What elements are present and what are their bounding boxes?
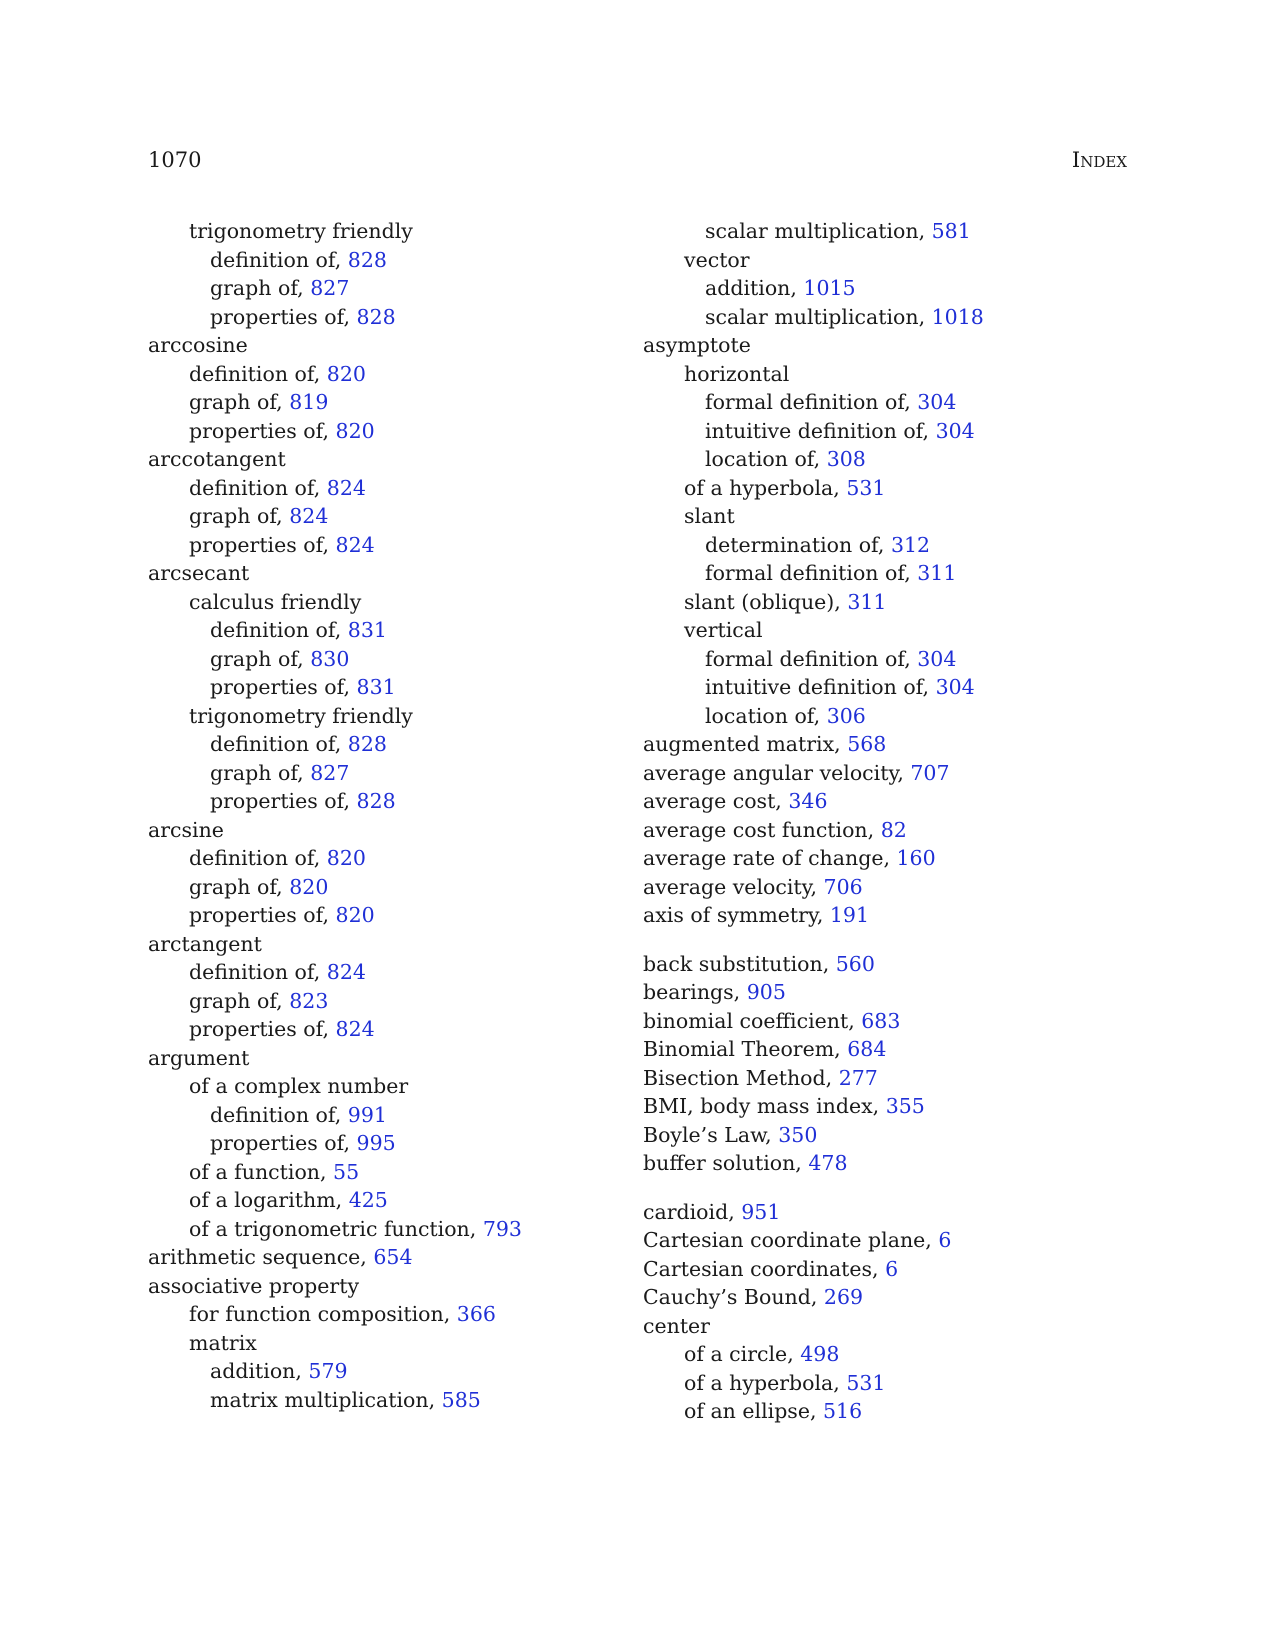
index-entry bbox=[643, 360, 1113, 389]
index-entry bbox=[643, 1312, 1113, 1341]
index-entry bbox=[643, 1007, 1113, 1036]
index-column-left bbox=[148, 217, 618, 1414]
index-term: asymptote bbox=[643, 333, 751, 357]
index-entry bbox=[643, 1340, 1113, 1369]
running-head: Index bbox=[1071, 148, 1127, 172]
index-term: intuitive definition of, bbox=[705, 675, 930, 699]
index-entry bbox=[643, 531, 1113, 560]
index-entry bbox=[148, 531, 618, 560]
page-link[interactable]: 160 bbox=[896, 846, 936, 870]
index-term: of a complex number bbox=[189, 1074, 409, 1098]
page-link[interactable]: 350 bbox=[778, 1122, 818, 1147]
index-term: vector bbox=[684, 247, 750, 272]
index-term: axis of symmetry, bbox=[643, 903, 824, 927]
index-term: of a logarithm, bbox=[189, 1188, 343, 1212]
index-term: definition of, bbox=[189, 361, 321, 386]
index-term: graph of, bbox=[210, 646, 304, 671]
index-entry bbox=[643, 331, 1113, 360]
index-term: of a hyperbola, bbox=[684, 475, 840, 500]
page-link[interactable]: 707 bbox=[910, 760, 950, 785]
page-link[interactable]: 311 bbox=[847, 589, 887, 614]
index-entry bbox=[643, 702, 1113, 731]
page-link[interactable]: 1018 bbox=[931, 304, 984, 329]
index-entry bbox=[148, 1357, 618, 1386]
page-link[interactable]: 304 bbox=[935, 418, 975, 443]
index-term: slant (oblique), bbox=[684, 589, 841, 614]
index-term: Cartesian coordinates, bbox=[643, 1256, 879, 1281]
index-term: location of, bbox=[705, 703, 821, 728]
index-entry bbox=[148, 274, 618, 303]
index-term: properties of, bbox=[210, 304, 350, 329]
index-entry bbox=[643, 673, 1113, 702]
index-entry bbox=[148, 303, 618, 332]
index-term: vertical bbox=[684, 618, 763, 642]
index-term: center bbox=[643, 1313, 710, 1338]
index-entry bbox=[643, 759, 1113, 788]
index-term: arithmetic sequence, bbox=[148, 1245, 367, 1269]
index-entry bbox=[148, 1129, 618, 1158]
page-link[interactable]: 824 bbox=[289, 504, 329, 528]
page-link[interactable]: 568 bbox=[847, 732, 887, 756]
index-entry bbox=[148, 417, 618, 446]
index-entry bbox=[643, 274, 1113, 303]
index-entry bbox=[148, 1186, 618, 1215]
index-term: graph of, bbox=[189, 874, 283, 899]
index-entry bbox=[148, 1329, 618, 1358]
index-entry bbox=[148, 844, 618, 873]
page-link[interactable]: 312 bbox=[890, 532, 931, 557]
index-term: scalar multiplication, bbox=[705, 304, 926, 329]
index-term: definition of, bbox=[189, 846, 321, 870]
index-term: horizontal bbox=[684, 361, 790, 386]
index-entry bbox=[148, 787, 618, 816]
page-link[interactable]: 306 bbox=[826, 703, 866, 728]
page-link[interactable]: 55 bbox=[333, 1159, 360, 1184]
index-entry bbox=[148, 759, 618, 788]
index-entry bbox=[643, 1226, 1113, 1255]
index-entry bbox=[643, 1283, 1113, 1312]
index-term: calculus friendly bbox=[189, 589, 362, 614]
index-term: of a circle, bbox=[684, 1342, 794, 1366]
page-link[interactable]: 82 bbox=[880, 817, 907, 842]
index-term: Cartesian coordinate plane, bbox=[643, 1228, 932, 1252]
index-entry bbox=[643, 844, 1113, 873]
index-term: determination of, bbox=[705, 532, 885, 557]
page-link[interactable]: 793 bbox=[482, 1216, 522, 1241]
page-link[interactable]: 579 bbox=[308, 1359, 348, 1383]
index-entry bbox=[148, 360, 618, 389]
index-entry bbox=[643, 950, 1113, 979]
index-term: location of, bbox=[705, 447, 821, 471]
index-entry bbox=[148, 1044, 618, 1073]
page-link[interactable]: 820 bbox=[289, 874, 329, 899]
index-entry bbox=[148, 873, 618, 902]
index-term: graph of, bbox=[210, 276, 304, 300]
index-entry bbox=[643, 588, 1113, 617]
index-entry bbox=[643, 1121, 1113, 1150]
index-term: addition, bbox=[705, 276, 797, 300]
page-number: 1070 bbox=[148, 148, 202, 172]
index-term: of an ellipse, bbox=[684, 1399, 817, 1423]
index-term: definition of, bbox=[189, 475, 321, 500]
index-term: properties of, bbox=[210, 675, 350, 699]
page-link[interactable]: 995 bbox=[356, 1131, 396, 1155]
index-entry bbox=[643, 1149, 1113, 1178]
index-entry bbox=[643, 787, 1113, 816]
index-term: properties of, bbox=[189, 532, 329, 557]
page-link[interactable]: 304 bbox=[917, 390, 957, 414]
index-entry bbox=[148, 588, 618, 617]
index-entry bbox=[643, 1369, 1113, 1398]
index-entry bbox=[643, 445, 1113, 474]
index-entry bbox=[148, 331, 618, 360]
index-term: for function composition, bbox=[189, 1302, 451, 1326]
index-term: definition of, bbox=[210, 1102, 342, 1127]
index-entry bbox=[148, 1300, 618, 1329]
page-link[interactable]: 824 bbox=[326, 475, 366, 500]
page-link[interactable]: 425 bbox=[348, 1188, 388, 1212]
page-link[interactable]: 277 bbox=[838, 1065, 878, 1090]
index-term: definition of, bbox=[210, 247, 342, 272]
index-term: matrix multiplication, bbox=[210, 1387, 436, 1412]
page-link[interactable]: 311 bbox=[917, 561, 957, 585]
page-link[interactable]: 684 bbox=[847, 1037, 887, 1061]
index-term: associative property bbox=[148, 1273, 360, 1298]
index-term: Boyle’s Law, bbox=[643, 1122, 772, 1147]
index-term: formal definition of, bbox=[705, 390, 911, 414]
page-link[interactable]: 304 bbox=[935, 675, 975, 699]
index-entry bbox=[148, 1158, 618, 1187]
index-entry bbox=[643, 388, 1113, 417]
index-term: average velocity, bbox=[643, 874, 817, 899]
index-term: back substitution, bbox=[643, 951, 830, 976]
index-term: arcsine bbox=[148, 817, 224, 842]
index-entry bbox=[148, 445, 618, 474]
page-link[interactable]: 6 bbox=[885, 1256, 899, 1281]
page-link[interactable]: 828 bbox=[356, 304, 396, 329]
index-entry bbox=[148, 474, 618, 503]
page-link[interactable]: 830 bbox=[310, 646, 350, 671]
page-link[interactable]: 6 bbox=[938, 1228, 952, 1252]
index-entry bbox=[643, 303, 1113, 332]
index-entry bbox=[148, 388, 618, 417]
index-entry bbox=[148, 616, 618, 645]
page-link[interactable]: 820 bbox=[326, 846, 366, 870]
index-term: intuitive definition of, bbox=[705, 418, 930, 443]
page-link[interactable]: 585 bbox=[441, 1387, 481, 1412]
index-term: buffer solution, bbox=[643, 1151, 802, 1175]
index-term: definition of, bbox=[189, 960, 321, 984]
page-link[interactable]: 827 bbox=[310, 760, 350, 785]
index-column-right bbox=[643, 217, 1113, 1426]
page-link[interactable]: 1015 bbox=[803, 276, 856, 300]
index-entry bbox=[148, 730, 618, 759]
index-entry bbox=[148, 246, 618, 275]
index-term: average rate of change, bbox=[643, 846, 890, 870]
page-link[interactable]: 831 bbox=[347, 618, 387, 642]
index-term: average cost, bbox=[643, 789, 782, 813]
index-entry bbox=[148, 1015, 618, 1044]
index-term: of a function, bbox=[189, 1159, 327, 1184]
index-entry bbox=[643, 502, 1113, 531]
index-term: definition of, bbox=[210, 618, 342, 642]
page-link[interactable]: 824 bbox=[326, 960, 366, 984]
page-link[interactable]: 531 bbox=[846, 1370, 886, 1395]
index-entry bbox=[643, 217, 1113, 246]
index-term: cardioid, bbox=[643, 1199, 735, 1224]
index-term: Cauchy’s Bound, bbox=[643, 1285, 818, 1309]
page-link[interactable]: 366 bbox=[456, 1302, 496, 1326]
index-term: graph of, bbox=[189, 988, 283, 1013]
index-entry bbox=[148, 1101, 618, 1130]
index-entry bbox=[148, 1272, 618, 1301]
index-term: trigonometry friendly bbox=[189, 219, 413, 243]
index-entry bbox=[148, 217, 618, 246]
index-entry bbox=[643, 1198, 1113, 1227]
index-term: arctangent bbox=[148, 931, 262, 956]
page-link[interactable]: 308 bbox=[826, 447, 866, 471]
index-term: arcsecant bbox=[148, 561, 250, 585]
index-entry bbox=[148, 559, 618, 588]
page-link[interactable]: 831 bbox=[356, 675, 396, 699]
index-entry bbox=[148, 1072, 618, 1101]
page-link[interactable]: 560 bbox=[835, 951, 875, 976]
index-term: arccosine bbox=[148, 333, 248, 357]
index-entry bbox=[643, 1255, 1113, 1284]
page-link[interactable]: 819 bbox=[289, 390, 329, 414]
page-link[interactable]: 820 bbox=[335, 903, 375, 927]
page-link[interactable]: 824 bbox=[335, 1017, 375, 1041]
index-term: bearings, bbox=[643, 980, 741, 1004]
index-term: binomial coefficient, bbox=[643, 1008, 855, 1033]
index-entry bbox=[148, 1386, 618, 1415]
index-entry bbox=[148, 930, 618, 959]
index-entry bbox=[643, 559, 1113, 588]
index-entry bbox=[148, 816, 618, 845]
index-term: of a hyperbola, bbox=[684, 1370, 840, 1395]
index-entry bbox=[643, 816, 1113, 845]
page-link[interactable]: 269 bbox=[823, 1285, 864, 1309]
index-term: graph of, bbox=[210, 760, 304, 785]
index-entry bbox=[643, 1064, 1113, 1093]
index-term: matrix bbox=[189, 1330, 257, 1355]
index-entry bbox=[643, 474, 1113, 503]
page-link[interactable]: 824 bbox=[335, 532, 375, 557]
index-term: properties of, bbox=[189, 903, 329, 927]
index-term: scalar multiplication, bbox=[705, 219, 926, 243]
page-link[interactable]: 683 bbox=[861, 1008, 901, 1033]
index-entry bbox=[643, 730, 1113, 759]
page-link[interactable]: 828 bbox=[347, 732, 387, 756]
index-term: of a trigonometric function, bbox=[189, 1216, 477, 1241]
index-entry bbox=[148, 645, 618, 674]
index-term: augmented matrix, bbox=[643, 732, 841, 756]
page-link[interactable]: 516 bbox=[823, 1399, 863, 1423]
page-link[interactable]: 706 bbox=[823, 874, 863, 899]
index-term: properties of, bbox=[210, 1131, 350, 1155]
index-term: formal definition of, bbox=[705, 561, 911, 585]
page-link[interactable]: 654 bbox=[373, 1245, 413, 1269]
index-term: properties of, bbox=[210, 789, 350, 813]
page-link[interactable]: 498 bbox=[800, 1342, 840, 1366]
page-link[interactable]: 581 bbox=[931, 219, 971, 243]
index-entry bbox=[643, 616, 1113, 645]
index-term: arccotangent bbox=[148, 447, 286, 471]
index-entry bbox=[643, 417, 1113, 446]
page-link[interactable]: 905 bbox=[746, 980, 786, 1004]
index-entry bbox=[148, 1215, 618, 1244]
page-link[interactable]: 828 bbox=[347, 247, 387, 272]
index-term: argument bbox=[148, 1045, 250, 1070]
index-entry bbox=[643, 645, 1113, 674]
page-link[interactable]: 820 bbox=[335, 418, 375, 443]
index-entry bbox=[643, 246, 1113, 275]
index-term: Bisection Method, bbox=[643, 1065, 833, 1090]
page-link[interactable]: 304 bbox=[917, 646, 957, 671]
page-link[interactable]: 355 bbox=[885, 1094, 925, 1118]
index-term: properties of, bbox=[189, 418, 329, 443]
page-link[interactable]: 531 bbox=[846, 475, 886, 500]
index-term: average cost function, bbox=[643, 817, 875, 842]
page-link[interactable]: 828 bbox=[356, 789, 396, 813]
page-link[interactable]: 346 bbox=[788, 789, 828, 813]
page-link[interactable]: 951 bbox=[741, 1199, 781, 1224]
page-link[interactable]: 820 bbox=[326, 361, 366, 386]
index-entry bbox=[148, 702, 618, 731]
index-entry bbox=[148, 901, 618, 930]
index-term: slant bbox=[684, 504, 735, 528]
index-term: graph of, bbox=[189, 504, 283, 528]
page-link[interactable]: 823 bbox=[289, 988, 329, 1013]
index-entry bbox=[148, 673, 618, 702]
index-entry bbox=[148, 1243, 618, 1272]
page-link[interactable]: 478 bbox=[808, 1151, 848, 1175]
index-entry bbox=[643, 1035, 1113, 1064]
index-entry bbox=[643, 978, 1113, 1007]
index-entry bbox=[643, 901, 1113, 930]
index-entry bbox=[643, 1092, 1113, 1121]
index-entry bbox=[148, 502, 618, 531]
index-term: Binomial Theorem, bbox=[643, 1037, 841, 1061]
index-term: properties of, bbox=[189, 1017, 329, 1041]
index-entry bbox=[148, 987, 618, 1016]
index-term: definition of, bbox=[210, 732, 342, 756]
index-term: average angular velocity, bbox=[643, 760, 904, 785]
index-term: BMI, body mass index, bbox=[643, 1094, 880, 1118]
index-term: graph of, bbox=[189, 390, 283, 414]
index-entry bbox=[148, 958, 618, 987]
page-link[interactable]: 191 bbox=[829, 903, 870, 927]
index-term: formal definition of, bbox=[705, 646, 911, 671]
index-term: trigonometry friendly bbox=[189, 703, 413, 728]
index-term: addition, bbox=[210, 1359, 302, 1383]
page-link[interactable]: 991 bbox=[347, 1102, 387, 1127]
index-entry bbox=[643, 873, 1113, 902]
index-entry bbox=[643, 1397, 1113, 1426]
page-link[interactable]: 827 bbox=[310, 276, 350, 300]
